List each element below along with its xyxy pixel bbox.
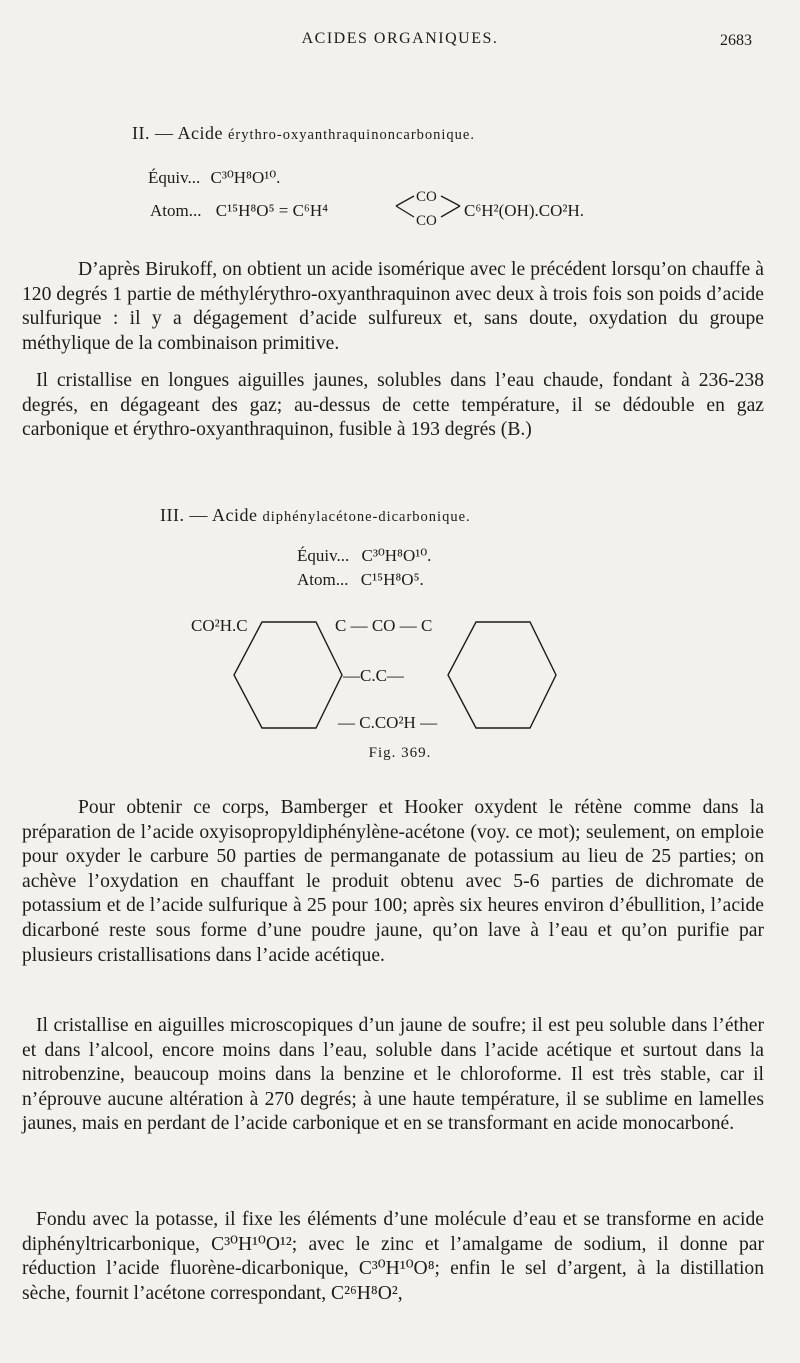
figure-left-group: CO²H.C <box>191 616 248 635</box>
section-iii-title-rest: diphénylacétone-dicarbonique. <box>262 509 471 525</box>
section-ii-title <box>132 123 475 144</box>
section-ii-title-cap: Acide <box>177 123 223 143</box>
equiv-label-iii: Équiv... <box>297 546 350 565</box>
anthraquinone-bridge <box>394 186 464 228</box>
atom-formula-iii: C¹⁵H⁸O⁵. <box>360 570 424 589</box>
atom-formula-right: C⁶H²(OH).CO²H. <box>464 201 585 220</box>
section-iii-title <box>160 505 471 526</box>
bridge-co-top: CO <box>416 189 437 205</box>
bridge-line-lower-left <box>396 206 414 217</box>
paragraph-properties: Il cristallise en aiguilles microscopiques d’un jaune de soufre; il est peu soluble dans l’éther et dans l’alcool, encore moins dans l’eau, soluble dans l’acide acétique et surtout dans la nitrobenzine, beaucoup moins dans la benzine et le chloroforme. Il est très stable, car il n’éprouve aucune altération à 270 degrés; à une haute température, il se sublime en lamelles jaunes, mais en perdant de l’acide carbonique et en se transformant en acide monocarboné. <box>22 1015 764 1135</box>
left-benzene-ring <box>234 622 342 728</box>
figure-middle-bridge: —C.C— <box>343 666 404 685</box>
atom-label-iii: Atom... <box>297 570 349 589</box>
bridge-line-lower-right <box>441 206 460 217</box>
atom-formula-left: C¹⁵H⁸O⁵ = C⁶H⁴ <box>215 201 329 220</box>
atom-label: Atom... <box>150 201 202 220</box>
paragraph-crystallisation-ii: Il cristallise en longues aiguilles jaunes, solubles dans l’eau chaude, fondant à 236-238 degrés, en dégageant des gaz; au-dessus de cette température, il se dédouble en gaz carbonique et érythro-oxyanthraquinon, fusible à 193 degrés (B.) <box>22 370 764 441</box>
paragraph-reactions: Fondu avec la potasse, il fixe les éléments d’une molécule d’eau et se transforme en acide diphényltricarbonique, C³⁰H¹⁰O¹²; avec le zinc et l’amalgame de sodium, il donne par réduction l’acide fluorène-dicarbonique, C³⁰H¹⁰O⁸; enfin le sel d’argent, à la distillation sèche, fournit l’acétone correspondant, C²⁶H⁸O², <box>22 1209 764 1304</box>
paragraph-birukoff: D’après Birukoff, on obtient un acide isomérique avec le précédent lorsqu’on chauffe à 120 degrés 1 partie de méthylérythro-oxyanthraquinon avec deux à trois fois son poids d’acide sulfurique : il y a dégagement d’acide sulfureux et, sans doute, oxydation du groupe méthylique de la combinaison primitive. <box>22 259 764 354</box>
section-iii-atom <box>297 570 424 590</box>
bridge-line-upper-left <box>396 196 414 206</box>
running-title: ACIDES ORGANIQUES. <box>301 30 499 47</box>
equiv-label: Équiv... <box>148 168 201 187</box>
section-ii-title-rest: érythro-oxyanthraquinoncarbonique. <box>228 127 475 143</box>
paragraph-preparation: Pour obtenir ce corps, Bamberger et Hooker oxydent le rétène comme dans la préparation de l’acide oxyisopropyldiphénylène-acétone (voy. ce mot); seulement, on emploie pour oxyder le carbure 50 parties de permanganate de potassium au lieu de 25 parties; on achève l’oxydation en chauffant le produit obtenu avec 5-6 parties de dichromate de potassium et de l’acide sulfurique à 25 pour 100; après six heures environ d’ébullition, l’acide dicarboné reste sous forme d’une poudre jaune, qu’on lave à l’eau et qu’on purifie par plusieurs cristallisations dans l’acide acétique. <box>22 797 764 966</box>
section-iii-title-cap: Acide <box>212 505 258 525</box>
equiv-formula: C³⁰H⁸O¹⁰. <box>210 168 281 187</box>
page-number: 2683 <box>720 32 752 49</box>
section-ii-equiv <box>148 168 280 188</box>
bridge-co-bottom: CO <box>416 213 437 228</box>
figure-bottom-bridge: — C.CO²H — <box>338 713 438 732</box>
figure-top-bridge: C — CO — C <box>335 616 433 635</box>
right-benzene-ring <box>448 622 556 728</box>
section-iii-equiv <box>297 546 431 566</box>
section-iii-numeral: III. — <box>160 505 208 525</box>
section-ii-numeral: II. — <box>132 123 174 143</box>
section-ii-atom <box>150 201 328 221</box>
figure-369-structure <box>0 600 800 740</box>
figure-caption: Fig. 369. <box>368 745 432 761</box>
equiv-formula-iii: C³⁰H⁸O¹⁰. <box>361 546 432 565</box>
bridge-line-upper-right <box>441 196 460 206</box>
